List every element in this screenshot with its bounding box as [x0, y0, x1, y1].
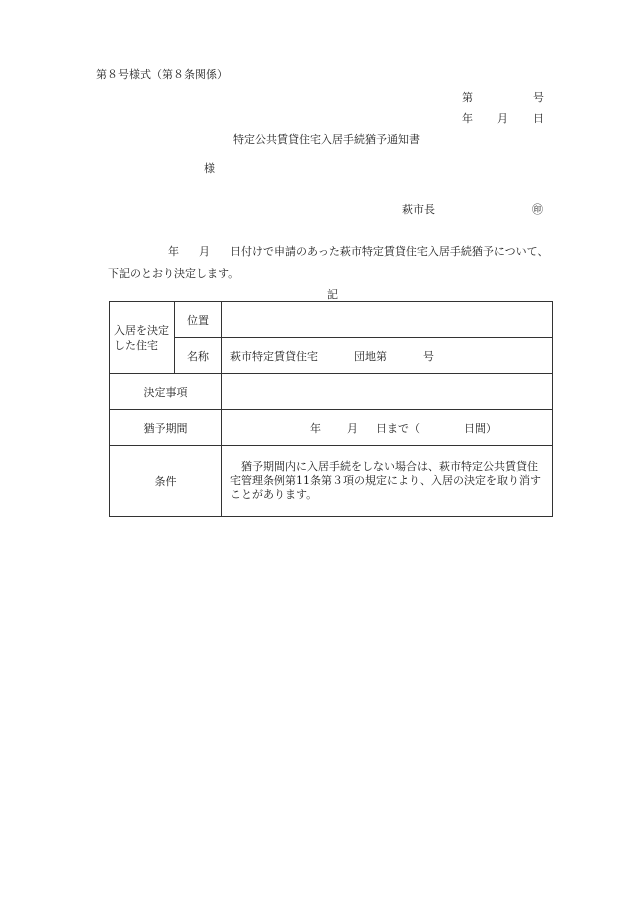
location-label: 位置 [175, 302, 222, 338]
body-line-1 [168, 243, 548, 259]
body-year: 年 [168, 245, 179, 258]
location-value [222, 302, 553, 338]
decision-table [109, 301, 553, 517]
notice-number-suffix: 号 [533, 91, 544, 104]
name-prefix: 萩市特定賃貸住宅 [230, 349, 318, 363]
name-go: 号 [423, 349, 434, 363]
decision-value [222, 374, 553, 410]
notice-number-prefix: 第 [462, 91, 473, 104]
conditions-row [110, 446, 553, 517]
conditions-label: 条件 [110, 446, 222, 517]
location-row [110, 302, 553, 338]
body-line-2: 下記のとおり決定します。 [108, 267, 240, 280]
name-value [222, 338, 553, 374]
housing-label: 入居を決定した住宅 [110, 302, 175, 374]
seal-mark: ㊞ [532, 203, 543, 216]
period-value [222, 410, 553, 446]
name-label: 名称 [175, 338, 222, 374]
conditions-value [222, 446, 553, 517]
date-month: 月 [497, 112, 508, 125]
date-year: 年 [462, 112, 473, 125]
period-label: 猶予期間 [110, 410, 222, 446]
name-row [110, 338, 553, 374]
period-days: 日間） [464, 421, 497, 435]
date-day: 日 [533, 112, 544, 125]
conditions-text: 猶予期間内に入居手続をしない場合は、萩市特定公共賃貸住宅管理条例第11条第３項の規定により、入居の決定を取り消すことがあります。 [230, 460, 541, 501]
ki-heading: 記 [327, 288, 338, 301]
sender-name: 萩市長 [402, 203, 435, 216]
period-year: 年 [310, 421, 321, 435]
decision-row [110, 374, 553, 410]
body-month: 月 [199, 245, 210, 258]
name-danchi: 団地第 [354, 349, 387, 363]
document-title: 特定公共賃貸住宅入居手続猶予通知書 [233, 133, 420, 146]
addressee-suffix: 様 [204, 162, 215, 175]
form-number: 第８号様式（第８条関係） [96, 68, 228, 81]
body-line-1-text: 日付けで申請のあった萩市特定賃貸住宅入居手続猶予について、 [230, 245, 549, 258]
period-row [110, 410, 553, 446]
decision-label: 決定事項 [110, 374, 222, 410]
period-month: 月 [347, 421, 358, 435]
period-until: 日まで（ [376, 421, 420, 435]
